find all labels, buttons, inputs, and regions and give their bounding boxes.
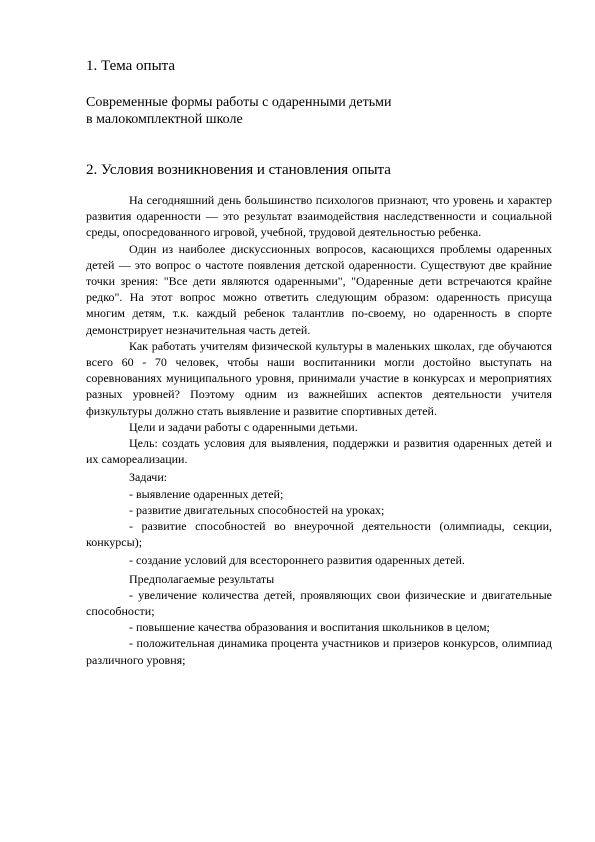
paragraph-results-heading: Предполагаемые результаты [129,571,275,586]
task-item: - развитие двигательных способностей на уроках; [129,502,385,517]
result-item: - повышение качества образования и воспитания школьников в целом; [129,620,490,635]
paragraph-goal: Цель: создать условия для выявления, поддержки и развития одаренных детей и их самореализации. [86,436,552,467]
section-2-heading: 2. Условия возникновения и становления опыта [86,162,391,178]
section-1-heading: 1. Тема опыта [86,58,176,74]
title-line-2: в малокомплектной школе [86,112,243,127]
paragraph-pe-teachers: Как работать учителям физической культуры в маленьких школах, где обучаются всего 60 - 70 человек, чтобы наши воспитанники могли достойно выступать на соревнованиях муниципального уровня, принимали участие в конкурсах и мероприятиях разных уровней? Поэтому одним из важнейших аспектов деятельности учителя физкультуры должно стать выявление и развитие спортивных детей. [86,338,552,418]
experience-topic-title [86,94,391,128]
paragraph-giftedness-definition: На сегодняшний день большинство психологов признают, что уровень и характер развития одаренности — это результат взаимодействия наследственности и социальной среды, опосредованного игровой, учебной, трудовой деятельностью ребенка. [86,193,552,240]
task-item: - выявление одаренных детей; [129,486,284,501]
title-line-1: Современные формы работы с одаренными детьми [86,95,392,110]
result-item: - увеличение количества детей, проявляющих свои физические и двигательные способности; [86,587,552,619]
section-2-body [86,192,552,668]
result-item: - положительная динамика процента участников и призеров конкурсов, олимпиад различного уровня; [86,636,552,667]
paragraph-tasks-heading: Задачи: [129,470,168,485]
paragraph-discussion-question: Один из наиболее дискуссионных вопросов, касающихся проблемы одаренных детей — это вопрос о частоте появления детской одаренности. Существуют две крайние точки зрения: "Все дети являются одаренными", "Одаренные дети встречаются крайне редко". На этот вопрос можно ответить следующим образом: одаренность присуща многим детям, т.к. каждый ребенок талантлив по-своему, но одаренность в спорте демонстрирует незначительная часть детей. [86,241,552,337]
task-item: - развитие способностей во внеурочной деятельности (олимпиады, секции, конкурсы); [86,519,552,550]
paragraph-goals-heading: Цели и задачи работы с одаренными детьми. [129,419,358,434]
task-item: - создание условий для всестороннего развития одаренных детей. [129,553,465,568]
